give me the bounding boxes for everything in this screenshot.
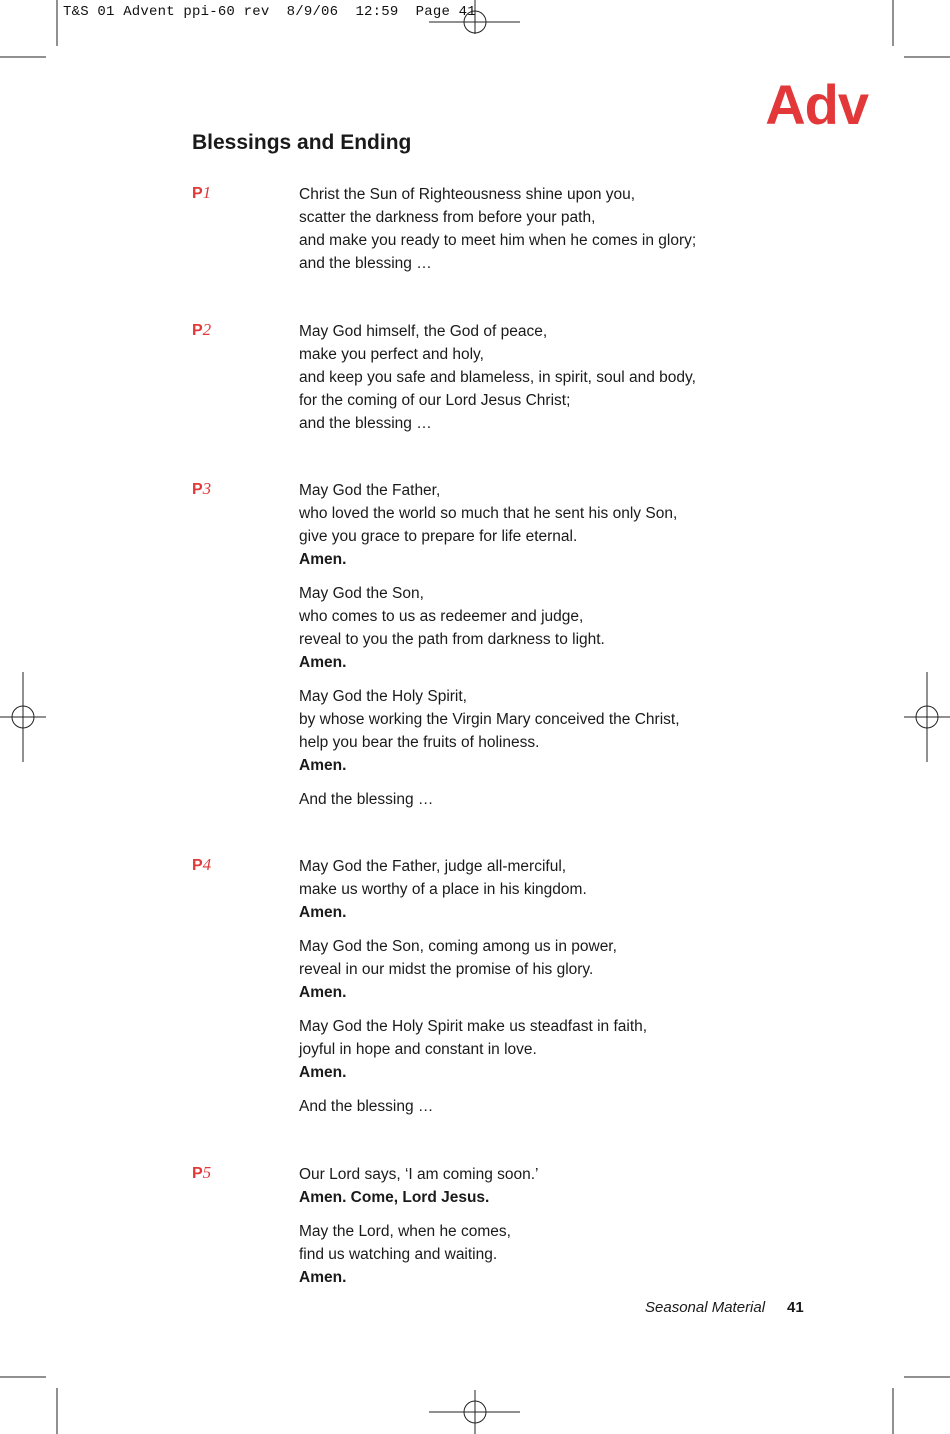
text-line: make you perfect and holy,: [299, 346, 484, 363]
response-amen: Amen.: [299, 551, 347, 568]
text-line: May God the Father, judge all-merciful,: [299, 858, 567, 875]
text-line: May God the Son, coming among us in power,: [299, 938, 617, 955]
text-line: May God himself, the God of peace,: [299, 323, 548, 340]
response-amen: Amen.: [299, 1269, 347, 1286]
text-line: and the blessing …: [299, 415, 432, 432]
text-line: reveal in our midst the promise of his glory.: [299, 961, 594, 978]
entry-text: [299, 479, 779, 811]
slug-line: T&S 01 Advent ppi-60 rev 8/9/06 12:59 Page 41: [63, 4, 476, 20]
text-line: joyful in hope and constant in love.: [299, 1041, 537, 1058]
entry-label-prefix: P: [192, 481, 203, 498]
entry-label-prefix: P: [192, 322, 203, 339]
entry-label: [192, 1163, 211, 1183]
entry-label: [192, 320, 211, 340]
entry-label: [192, 479, 211, 499]
entry-label-number: 2: [202, 320, 212, 339]
text-line: Christ the Sun of Righteousness shine upon you,: [299, 186, 636, 203]
text-line: May God the Father,: [299, 482, 441, 499]
text-line: help you bear the fruits of holiness.: [299, 734, 540, 751]
text-line: Our Lord says, ‘I am coming soon.’: [299, 1166, 539, 1183]
page-title: Blessings and Ending: [192, 131, 412, 154]
entry-label-number: 4: [202, 855, 212, 874]
text-line: and keep you safe and blameless, in spirit, soul and body,: [299, 369, 696, 386]
text-line: who loved the world so much that he sent his only Son,: [299, 505, 678, 522]
text-line: scatter the darkness from before your path,: [299, 209, 596, 226]
text-line: give you grace to prepare for life eternal.: [299, 528, 578, 545]
footer-section-title: Seasonal Material: [645, 1299, 766, 1316]
text-line: And the blessing …: [299, 1098, 434, 1115]
response-amen: Amen.: [299, 904, 347, 921]
entry-label: [192, 855, 211, 875]
text-line: and make you ready to meet him when he comes in glory;: [299, 232, 697, 249]
entry-label-prefix: P: [192, 857, 203, 874]
text-line: And the blessing …: [299, 791, 434, 808]
entry-text: [299, 183, 779, 275]
response-amen: Amen.: [299, 757, 347, 774]
text-line: May God the Holy Spirit make us steadfast in faith,: [299, 1018, 648, 1035]
entry-label-number: 3: [202, 479, 212, 498]
text-line: find us watching and waiting.: [299, 1246, 498, 1263]
entry-label-number: 5: [202, 1163, 212, 1182]
text-line: May God the Son,: [299, 585, 424, 602]
text-line: for the coming of our Lord Jesus Christ;: [299, 392, 571, 409]
page-number: 41: [787, 1299, 804, 1316]
entry-label: [192, 183, 211, 203]
text-line: who comes to us as redeemer and judge,: [299, 608, 584, 625]
entry-label-number: 1: [202, 183, 212, 202]
entry-label-prefix: P: [192, 1165, 203, 1182]
text-line: May God the Holy Spirit,: [299, 688, 467, 705]
text-line: by whose working the Virgin Mary conceived the Christ,: [299, 711, 680, 728]
response-amen: Amen.: [299, 1064, 347, 1081]
text-line: and the blessing …: [299, 255, 432, 272]
response-amen: Amen. Come, Lord Jesus.: [299, 1189, 490, 1206]
section-tab: Adv: [765, 73, 868, 136]
entry-label-prefix: P: [192, 185, 203, 202]
text-line: make us worthy of a place in his kingdom.: [299, 881, 587, 898]
text-line: May the Lord, when he comes,: [299, 1223, 511, 1240]
entry-text: [299, 320, 779, 435]
response-amen: Amen.: [299, 984, 347, 1001]
entry-text: [299, 855, 779, 1118]
response-amen: Amen.: [299, 654, 347, 671]
entry-text: [299, 1163, 779, 1289]
text-line: reveal to you the path from darkness to light.: [299, 631, 605, 648]
